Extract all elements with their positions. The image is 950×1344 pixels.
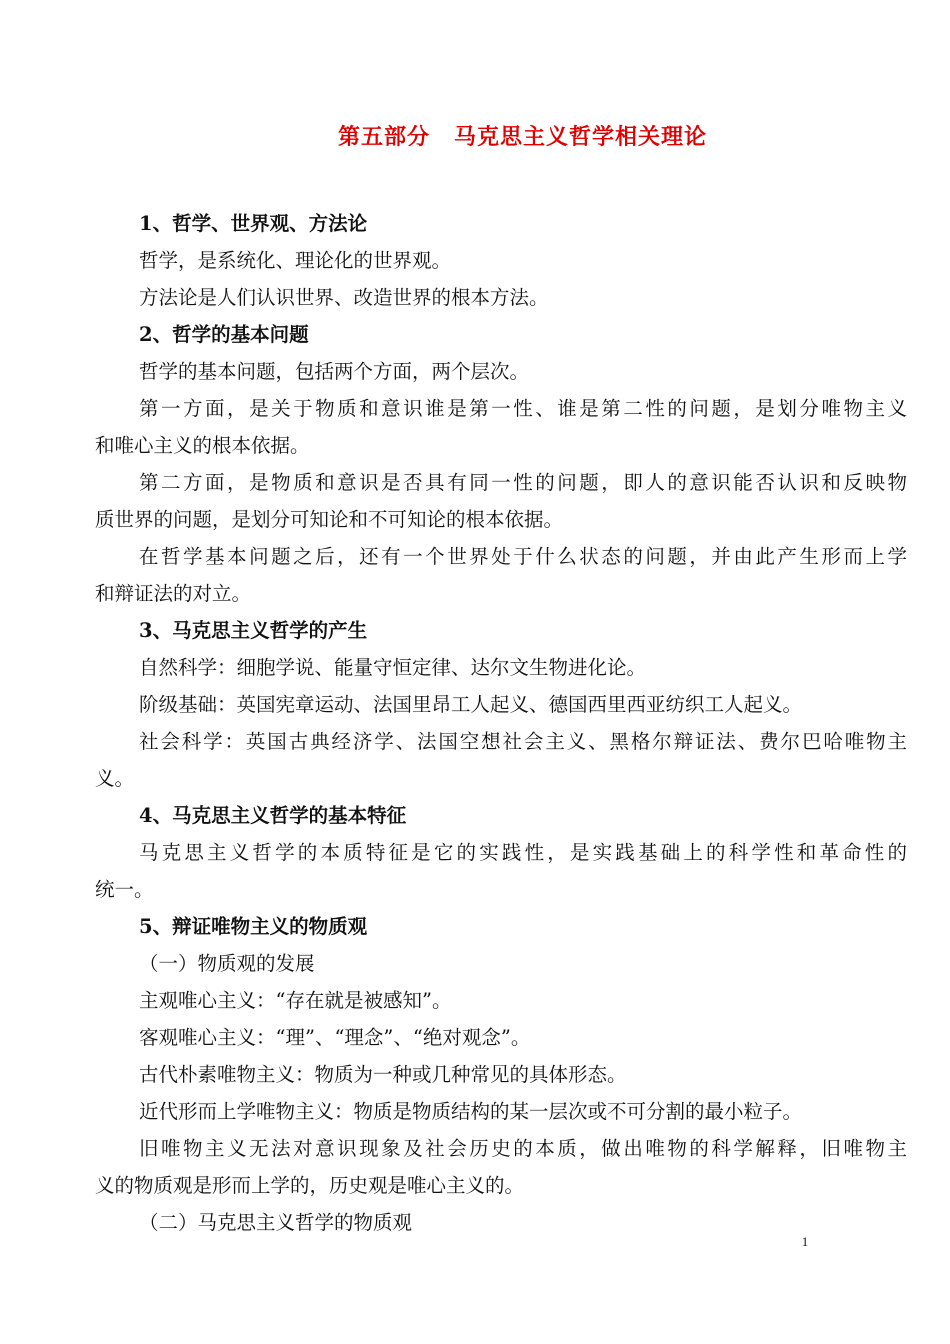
subsection-heading: （一）物质观的发展	[139, 952, 315, 975]
paragraph-line: 和唯心主义的根本依据。	[95, 434, 310, 457]
paragraph-line: 和辩证法的对立。	[95, 582, 252, 605]
paragraph-line: 第二方面，是物质和意识是否具有同一性的问题，即人的意识能否认识和反映物	[139, 471, 907, 494]
section-heading: 4、马克思主义哲学的基本特征	[139, 804, 407, 827]
paragraph-line: 旧唯物主义无法对意识现象及社会历史的本质，做出唯物的科学解释，旧唯物主	[139, 1137, 907, 1160]
section-heading: 2、哲学的基本问题	[139, 323, 309, 346]
paragraph-line: 阶级基础：英国宪章运动、法国里昂工人起义、德国西里西亚纺织工人起义。	[139, 693, 803, 716]
paragraph-line: 马克思主义哲学的本质特征是它的实践性，是实践基础上的科学性和革命性的	[139, 841, 907, 864]
paragraph-line: 质世界的问题，是划分可知论和不可知论的根本依据。	[95, 508, 564, 531]
paragraph-line: 哲学的基本问题，包括两个方面，两个层次。	[139, 360, 530, 383]
section-heading: 3、马克思主义哲学的产生	[139, 619, 368, 642]
title-part: 第五部分	[337, 124, 430, 150]
paragraph-line: 主观唯心主义：“存在就是被感知”。	[139, 989, 452, 1012]
document-body	[95, 205, 907, 1241]
paragraph-line: 社会科学：英国古典经济学、法国空想社会主义、黑格尔辩证法、费尔巴哈唯物主	[139, 730, 907, 753]
paragraph-line: 古代朴素唯物主义：物质为一种或几种常见的具体形态。	[139, 1063, 627, 1086]
paragraph-line: 客观唯心主义：“理”、“理念”、“绝对观念”。	[139, 1026, 531, 1049]
section-heading: 5、辩证唯物主义的物质观	[139, 915, 368, 938]
page-title	[0, 120, 950, 151]
paragraph-line: 在哲学基本问题之后，还有一个世界处于什么状态的问题，并由此产生形而上学	[139, 545, 907, 568]
paragraph-line: 方法论是人们认识世界、改造世界的根本方法。	[139, 286, 549, 309]
paragraph-line: 哲学，是系统化、理论化的世界观。	[139, 249, 452, 272]
section-heading: 1、哲学、世界观、方法论	[139, 212, 368, 235]
paragraph-line: 义。	[95, 767, 135, 790]
paragraph-line: 近代形而上学唯物主义：物质是物质结构的某一层次或不可分割的最小粒子。	[139, 1100, 803, 1123]
paragraph-line: 义的物质观是形而上学的，历史观是唯心主义的。	[95, 1174, 525, 1197]
page-number: 1	[801, 1234, 809, 1249]
subsection-heading: （二）马克思主义哲学的物质观	[139, 1211, 413, 1234]
paragraph-line: 自然科学：细胞学说、能量守恒定律、达尔文生物进化论。	[139, 656, 647, 679]
title-main: 马克思主义哲学相关理论	[454, 124, 708, 150]
paragraph-line: 第一方面，是关于物质和意识谁是第一性、谁是第二性的问题，是划分唯物主义	[139, 397, 907, 420]
paragraph-line: 统一。	[95, 878, 154, 901]
